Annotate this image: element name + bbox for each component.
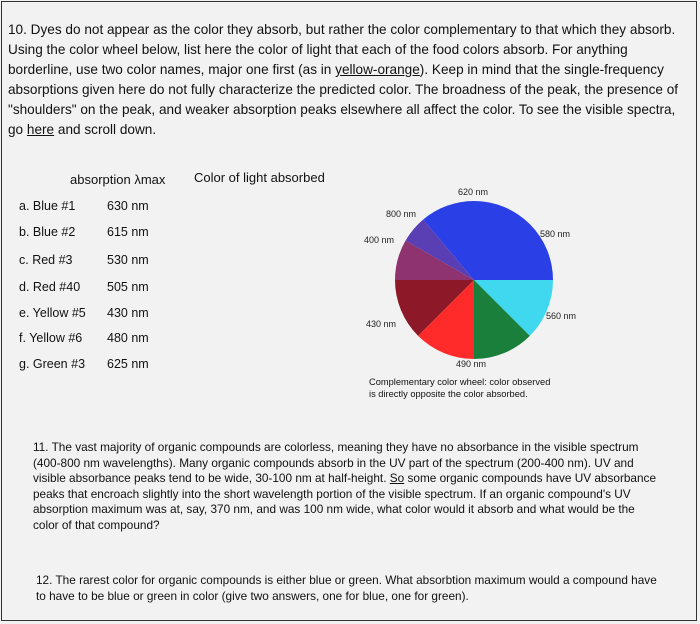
- q10-example: yellow-orange: [335, 62, 420, 77]
- caption-line-1: Complementary color wheel: color observed: [369, 377, 551, 387]
- dye-row: [19, 225, 149, 239]
- dye-label: f. Yellow #6: [19, 331, 83, 345]
- color-absorbed-header: Color of light absorbed: [194, 170, 325, 185]
- absorption-header: absorption λmax: [70, 172, 166, 187]
- label-430nm: 430 nm: [366, 319, 397, 329]
- dye-row: [19, 253, 149, 267]
- question-10: [8, 20, 692, 140]
- dye-wavelength: 630 nm: [107, 199, 149, 213]
- dye-label: g. Green #3: [19, 357, 86, 371]
- question-11: [33, 440, 663, 534]
- dye-row: [19, 357, 149, 371]
- q11-so: So: [389, 471, 405, 486]
- dye-label: a. Blue #1: [19, 199, 76, 213]
- dye-wavelength: 530 nm: [107, 253, 149, 267]
- label-620nm: 620 nm: [458, 187, 489, 197]
- color-wheel: [330, 183, 620, 373]
- question-12: 12. The rarest color for organic compounds is either blue or green. What absorbtion maximum would a compound have to have to be blue or green in color (give two answers, one for blue, one for green).: [36, 573, 657, 603]
- dye-row: [19, 199, 149, 213]
- color-wheel-svg: [330, 183, 620, 373]
- dye-wavelength: 625 nm: [107, 357, 149, 371]
- label-560nm: 560 nm: [546, 311, 577, 321]
- label-800nm: 800 nm: [386, 209, 417, 219]
- q11-text2: some organic compounds have UV absorbance peaks that encroach slightly into the short wavelength portion of the visible spectrum. If an organic compound's UV absorption maximum was at, say, 370 nm, and was 100 nm wide, what color would it absorb and what would be the color of that compound?: [33, 471, 657, 532]
- dye-label: c. Red #3: [19, 253, 73, 267]
- slice-blue: [474, 201, 553, 280]
- dye-label: e. Yellow #5: [19, 306, 86, 320]
- dye-wavelength: 615 nm: [107, 225, 149, 239]
- q10-intro: 10. Dyes do not appear as the color they absorb, but rather the color complementary to that which they absorb. Using the color wheel below, list here the color of light that each of the food colors absorb. For anything borderline, use two color names, major one first (as in: [8, 22, 676, 77]
- label-490nm: 490 nm: [456, 359, 487, 369]
- dye-label: d. Red #40: [19, 280, 81, 294]
- label-400nm: 400 nm: [364, 235, 395, 245]
- q10-middle: ). Keep in mind that the single-frequency absorptions given here do not fully characterize the predicted color. The broadness of the peak, the presence of "shoulders" on the peak, and weaker absorption peaks elsewhere all affect the color. To see the visible spectra, go: [8, 62, 679, 137]
- dye-label: b. Blue #2: [19, 225, 76, 239]
- dye-wavelength: 480 nm: [107, 331, 149, 345]
- dye-row: [19, 280, 149, 294]
- wheel-caption: [369, 377, 550, 400]
- here-link[interactable]: here: [26, 122, 55, 137]
- q11-text: 11. The vast majority of organic compounds are colorless, meaning they have no absorbance in the visible spectrum (400-800 nm wavelengths). Many organic compounds absorb in the UV part of the spectrum (200-400 nm). UV and visible absorbance peaks tend to be wide, 30-100 nm at half-height.: [33, 440, 639, 486]
- dye-wavelength: 505 nm: [107, 280, 149, 294]
- label-580nm: 580 nm: [540, 229, 571, 239]
- q10-end: and scroll down.: [54, 122, 157, 137]
- dye-wavelength: 430 nm: [107, 306, 149, 320]
- dye-row: [19, 306, 149, 320]
- caption-line-2: is directly opposite the color absorbed.: [369, 388, 528, 399]
- dye-row: [19, 331, 149, 345]
